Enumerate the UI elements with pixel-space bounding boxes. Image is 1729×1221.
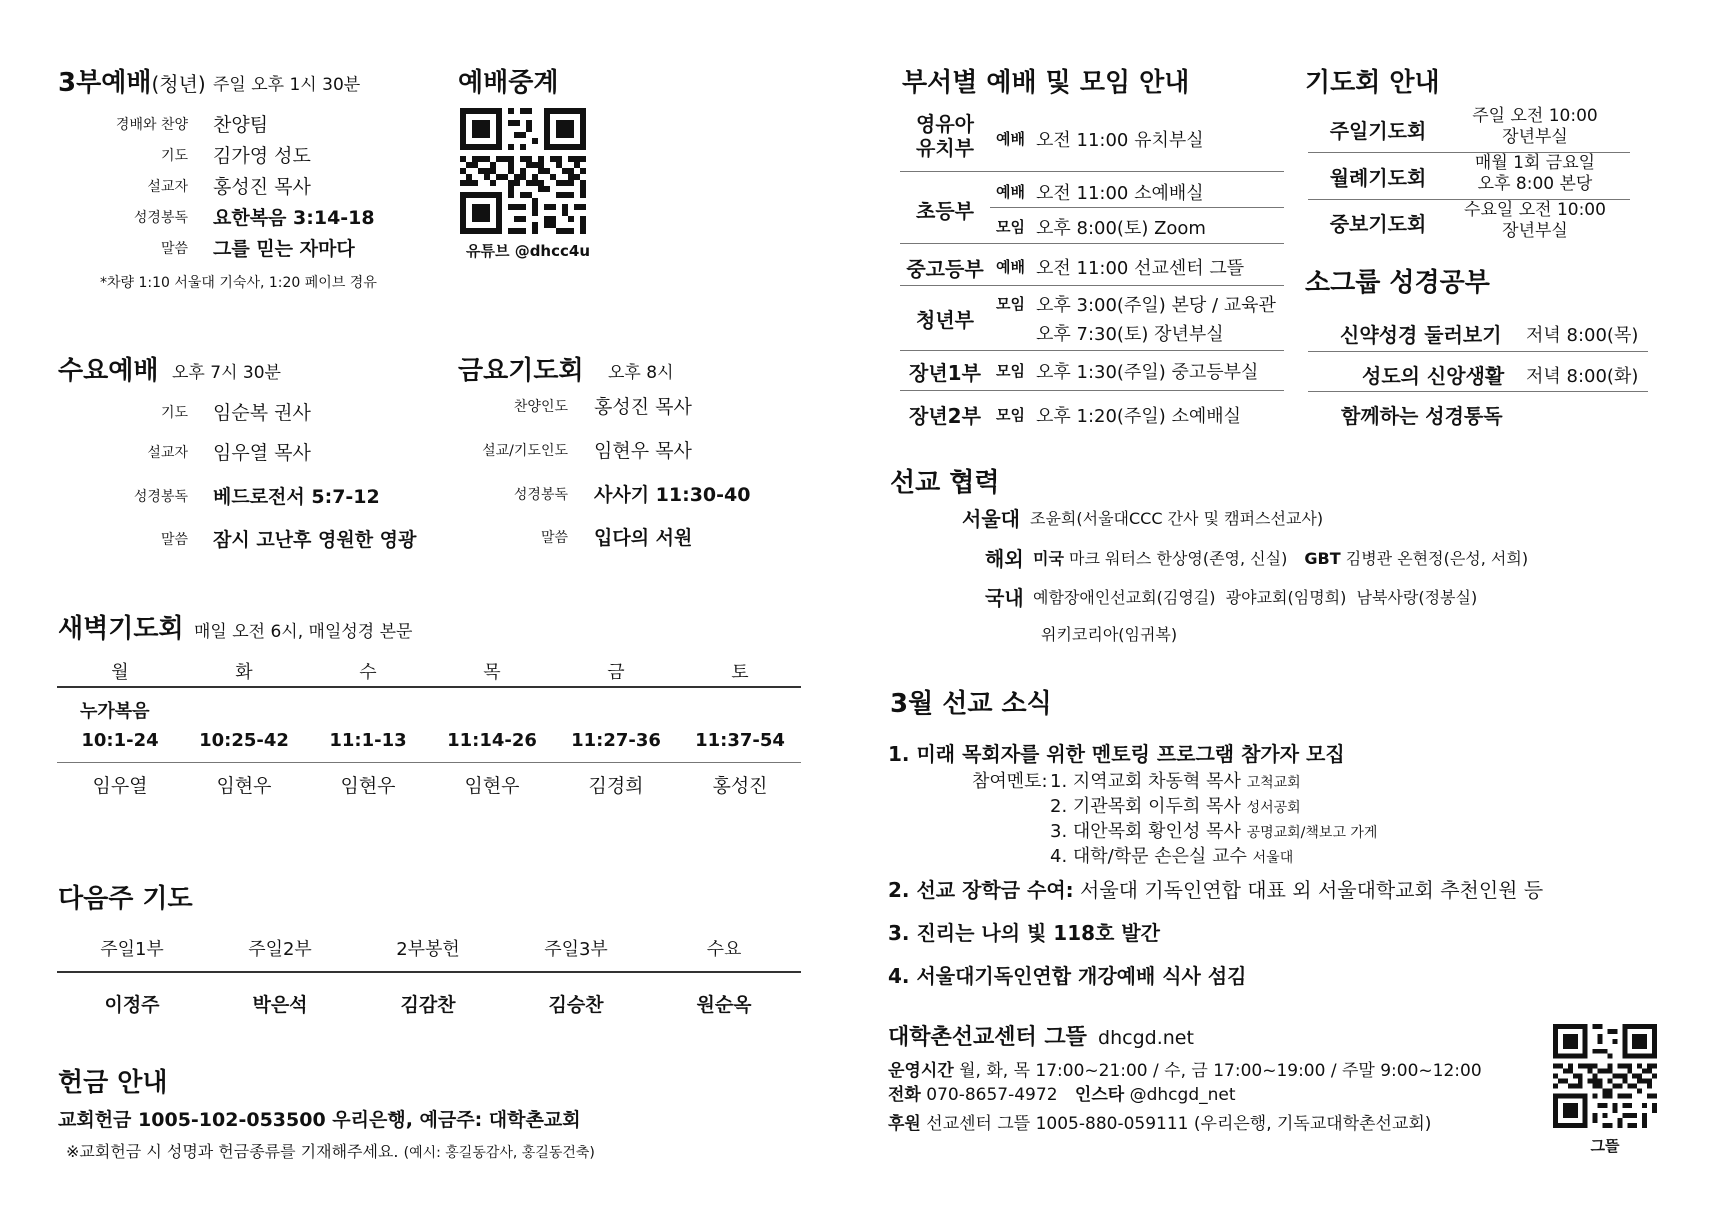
mission-overseas-label: 해외 bbox=[985, 547, 1024, 571]
next-prayer-header: 2부봉헌 bbox=[396, 939, 460, 960]
department-entry-text: 오후 1:30(주일) 중고등부실 bbox=[1036, 362, 1259, 383]
department-name-line: 영유아 bbox=[916, 112, 974, 136]
department-entry-type: 모임 bbox=[996, 218, 1025, 236]
friday-title: 금요기도회 bbox=[458, 356, 584, 386]
news-mentor-main: 2. 기관목회 이두희 목사 bbox=[1050, 796, 1241, 817]
center-title: 대학촌선교센터 그뜰 bbox=[888, 1025, 1087, 1050]
offering-note-text: ※교회헌금 시 성명과 헌금종류를 기재해주세요. bbox=[66, 1142, 399, 1161]
prayer-meeting-name: 월례기도회 bbox=[1329, 166, 1427, 190]
department-row-rule bbox=[900, 390, 1284, 391]
mission-domestic-text: 예함장애인선교회(김영길) 광야교회(임명희) 남북사랑(정봉실) bbox=[1033, 588, 1478, 607]
mission-title: 선교 협력 bbox=[890, 468, 1000, 498]
worship3-value-3: 홍성진 목사 bbox=[213, 176, 311, 198]
dawn-book: 누가복음 bbox=[80, 701, 150, 722]
mission-overseas bbox=[1033, 546, 1528, 569]
wednesday-label-1: 기도 bbox=[160, 405, 188, 421]
wednesday-value-1: 임순복 권사 bbox=[213, 402, 311, 424]
center-support bbox=[888, 1109, 1431, 1134]
worship3-value-4: 요한복음 3:14-18 bbox=[213, 207, 375, 229]
dawn-title: 새벽기도회 bbox=[58, 614, 184, 644]
wednesday-title: 수요예배 bbox=[58, 356, 159, 386]
prayer-meeting-line: 오후 8:00 본당 bbox=[1477, 174, 1593, 194]
mission-domestic-label: 국내 bbox=[985, 586, 1024, 610]
department-entry-text: 오전 11:00 소예배실 bbox=[1036, 183, 1204, 204]
department-entry-type: 예배 bbox=[996, 130, 1025, 148]
dawn-subtitle: 매일 오전 6시, 매일성경 본문 bbox=[194, 622, 413, 642]
center-phone-label: 전화 bbox=[888, 1085, 921, 1105]
worship3-title-suffix: (청년) bbox=[151, 72, 206, 96]
department-row-rule bbox=[900, 243, 1284, 244]
worship3-value-2: 김가영 성도 bbox=[213, 145, 311, 167]
broadcast-title: 예배중계 bbox=[458, 68, 559, 98]
broadcast-qr-code[interactable] bbox=[460, 108, 586, 234]
dawn-passage-rule bbox=[57, 762, 801, 763]
dawn-passage: 11:14-26 bbox=[447, 730, 537, 751]
worship3-title-text: 3부예배 bbox=[58, 68, 152, 98]
next-prayer-header: 주일2부 bbox=[248, 939, 312, 960]
small-group-name: 성도의 신앙생활 bbox=[1362, 364, 1505, 388]
prayer-meeting-line: 매월 1회 금요일 bbox=[1474, 153, 1596, 173]
news-item-3: 3. 진리는 나의 빛 118호 발간 bbox=[888, 921, 1160, 945]
worship3-label-1: 경배와 찬양 bbox=[115, 117, 188, 133]
department-name bbox=[900, 112, 990, 160]
dawn-passage: 11:27-36 bbox=[571, 730, 661, 751]
worship3-note: *차량 1:10 서울대 기숙사, 1:20 페이브 경유 bbox=[100, 275, 377, 291]
prayer-meeting-name: 주일기도회 bbox=[1329, 119, 1427, 143]
prayer-meeting-line: 장년부실 bbox=[1502, 127, 1568, 147]
small-group-time: 저녁 8:00(목) bbox=[1526, 325, 1639, 346]
dawn-day: 수 bbox=[359, 662, 377, 683]
news-item-1: 1. 미래 목회자를 위한 멘토링 프로그램 참가자 모집 bbox=[888, 742, 1345, 766]
department-name: 중고등부 bbox=[906, 257, 984, 281]
news-item-2-rest: 서울대 기독인연합 대표 외 서울대학교회 추천인원 등 bbox=[1080, 878, 1544, 902]
department-entry-text: 오후 1:20(주일) 소예배실 bbox=[1036, 406, 1242, 427]
wednesday-time: 오후 7시 30분 bbox=[172, 363, 281, 383]
friday-value-4: 입다의 서원 bbox=[594, 527, 693, 549]
center-qr-code[interactable] bbox=[1553, 1024, 1657, 1128]
department-row-rule bbox=[900, 350, 1284, 351]
news-mentor bbox=[1050, 817, 1377, 843]
next-prayer-name: 이정주 bbox=[104, 994, 160, 1016]
dawn-header-rule bbox=[57, 686, 801, 688]
news-mentor-main: 4. 대학/학문 손은실 교수 bbox=[1050, 846, 1247, 867]
friday-label-4: 말씀 bbox=[540, 530, 568, 546]
department-name: 초등부 bbox=[916, 199, 974, 223]
offering-title: 헌금 안내 bbox=[58, 1068, 168, 1098]
next-prayer-name: 김승찬 bbox=[548, 994, 604, 1016]
prayer-meeting-line: 장년부실 bbox=[1502, 221, 1568, 241]
next-prayer-title: 다음주 기도 bbox=[58, 884, 193, 914]
mission-domestic-text-2: 위키코리아(임귀복) bbox=[1041, 625, 1178, 644]
next-prayer-name: 김감찬 bbox=[400, 994, 456, 1016]
mission-overseas-text: 마크 워터스 한상영(존영, 신실) bbox=[1069, 549, 1288, 568]
center-phone: 070-8657-4972 bbox=[926, 1085, 1058, 1105]
department-entry-type: 모임 bbox=[996, 295, 1025, 313]
small-group-name: 함께하는 성경통독 bbox=[1341, 404, 1503, 428]
news-title: 3월 선교 소식 bbox=[890, 689, 1052, 719]
offering-account: 교회헌금 1005-102-053500 우리은행, 예금주: 대학촌교회 bbox=[58, 1109, 581, 1131]
offering-note-example: (예시: 홍길동감사, 홍길동건축) bbox=[403, 1145, 595, 1161]
dawn-leader: 임현우 bbox=[340, 775, 396, 797]
dawn-leader: 홍성진 bbox=[712, 775, 768, 797]
dawn-day: 월 bbox=[111, 662, 129, 683]
offering-note bbox=[66, 1139, 595, 1162]
worship3-title bbox=[58, 62, 206, 99]
small-group-time: 저녁 8:00(화) bbox=[1526, 366, 1639, 387]
center-hours-label: 운영시간 bbox=[888, 1061, 954, 1081]
next-prayer-header: 주일3부 bbox=[544, 939, 608, 960]
news-item-2 bbox=[888, 874, 1543, 903]
news-mentor-org: 공명교회/책보고 가게 bbox=[1246, 825, 1378, 841]
dawn-leader: 임현우 bbox=[216, 775, 272, 797]
department-name-line: 유치부 bbox=[916, 136, 974, 160]
small-group-rule bbox=[1308, 351, 1648, 352]
next-prayer-header: 수요 bbox=[706, 939, 742, 960]
dawn-day: 목 bbox=[483, 662, 501, 683]
departments-title: 부서별 예배 및 모임 안내 bbox=[902, 68, 1190, 98]
mission-overseas-gbt: GBT bbox=[1304, 549, 1341, 568]
prayer-meeting-name: 중보기도회 bbox=[1329, 212, 1427, 236]
news-mentor bbox=[1050, 792, 1301, 818]
friday-label-1: 찬양인도 bbox=[513, 399, 568, 415]
department-entry-type: 모임 bbox=[996, 406, 1025, 424]
friday-time: 오후 8시 bbox=[608, 363, 674, 383]
department-row-rule bbox=[900, 171, 1284, 172]
news-mentor-org: 서울대 bbox=[1252, 850, 1294, 866]
small-group-rule bbox=[1308, 391, 1648, 392]
news-mentor-org: 고척교회 bbox=[1246, 775, 1301, 791]
department-entry-text: 오전 11:00 유치부실 bbox=[1036, 130, 1204, 151]
department-entry-text: 오후 8:00(토) Zoom bbox=[1036, 218, 1206, 239]
wednesday-value-2: 임우열 목사 bbox=[213, 442, 311, 464]
wednesday-value-4: 잠시 고난후 영원한 영광 bbox=[213, 529, 417, 551]
next-prayer-rule bbox=[57, 971, 801, 973]
center-hours-text: 월, 화, 목 17:00~21:00 / 수, 금 17:00~19:00 / 주말 9:00~12:00 bbox=[959, 1061, 1482, 1081]
dawn-leader: 임우열 bbox=[92, 775, 148, 797]
news-mentor-main: 1. 지역교회 차동혁 목사 bbox=[1050, 771, 1241, 792]
next-prayer-name: 원순옥 bbox=[696, 994, 752, 1016]
center-insta-label: 인스타 bbox=[1074, 1085, 1125, 1105]
prayer-meeting-detail bbox=[1450, 153, 1620, 195]
dawn-passage: 10:25-42 bbox=[199, 730, 289, 751]
mission-overseas-gbt-text: 김병관 온현정(은성, 서희) bbox=[1345, 549, 1529, 568]
news-mentor-main: 3. 대안목회 황인성 목사 bbox=[1050, 821, 1241, 842]
department-name: 장년1부 bbox=[909, 361, 981, 385]
mission-snu-text: 조윤희(서울대CCC 간사 및 캠퍼스선교사) bbox=[1030, 509, 1324, 528]
center-qr-caption: 그뜰 bbox=[1590, 1137, 1620, 1155]
friday-value-1: 홍성진 목사 bbox=[594, 396, 692, 418]
small-group-title: 소그룹 성경공부 bbox=[1305, 268, 1490, 298]
prayer-meeting-detail bbox=[1450, 106, 1620, 148]
department-entry-type: 예배 bbox=[996, 258, 1025, 276]
worship3-label-2: 기도 bbox=[160, 148, 188, 164]
prayer-meetings-title: 기도회 안내 bbox=[1305, 68, 1440, 98]
worship3-time: 주일 오후 1시 30분 bbox=[213, 75, 361, 95]
worship3-label-4: 성경봉독 bbox=[133, 210, 188, 226]
prayer-meeting-detail bbox=[1450, 200, 1620, 242]
department-entry-text: 오전 11:00 선교센터 그뜰 bbox=[1036, 258, 1245, 279]
broadcast-caption: 유튜브 @dhcc4u bbox=[466, 242, 591, 260]
center-contact bbox=[888, 1080, 1236, 1105]
worship3-label-3: 설교자 bbox=[147, 179, 188, 195]
department-entry-text: 오후 7:30(토) 장년부실 bbox=[1036, 324, 1224, 345]
news-mentor bbox=[1050, 767, 1301, 793]
news-mentor bbox=[1050, 842, 1293, 868]
department-entry-text: 오후 3:00(주일) 본당 / 교육관 bbox=[1036, 295, 1276, 316]
center-hours bbox=[888, 1056, 1482, 1081]
prayer-meeting-line: 주일 오전 10:00 bbox=[1472, 106, 1598, 126]
department-name: 청년부 bbox=[916, 308, 974, 332]
wednesday-label-2: 설교자 bbox=[147, 445, 188, 461]
dawn-passage: 11:37-54 bbox=[695, 730, 785, 751]
department-name: 장년2부 bbox=[909, 404, 981, 428]
worship3-label-5: 말씀 bbox=[160, 241, 188, 257]
center-site-link[interactable]: dhcgd.net bbox=[1098, 1027, 1194, 1049]
news-item-2-bold: 2. 선교 장학금 수여: bbox=[888, 878, 1074, 902]
next-prayer-name: 박은석 bbox=[252, 994, 308, 1016]
department-entry-type: 예배 bbox=[996, 183, 1025, 201]
prayer-meeting-line: 수요일 오전 10:00 bbox=[1464, 200, 1606, 220]
news-mentor-label: 참여멘토: bbox=[972, 771, 1048, 792]
mission-snu-label: 서울대 bbox=[962, 507, 1020, 531]
center-insta[interactable]: @dhcgd_net bbox=[1129, 1085, 1236, 1105]
dawn-passage: 10:1-24 bbox=[81, 730, 159, 751]
news-mentor-org: 성서공회 bbox=[1246, 800, 1301, 816]
dawn-day: 금 bbox=[607, 662, 625, 683]
small-group-name: 신약성경 둘러보기 bbox=[1340, 323, 1502, 347]
dawn-day: 화 bbox=[235, 662, 253, 683]
mission-overseas-country: 미국 bbox=[1033, 549, 1064, 568]
next-prayer-header: 주일1부 bbox=[100, 939, 164, 960]
news-item-4: 4. 서울대기독인연합 개강예배 식사 섬김 bbox=[888, 964, 1247, 988]
wednesday-label-3: 성경봉독 bbox=[133, 489, 188, 505]
dawn-passage: 11:1-13 bbox=[329, 730, 407, 751]
center-title-row bbox=[888, 1020, 1194, 1051]
center-support-text: 선교센터 그뜰 1005-880-059111 (우리은행, 기독교대학촌선교회) bbox=[926, 1114, 1432, 1134]
friday-label-3: 성경봉독 bbox=[513, 487, 568, 503]
worship3-value-5: 그를 믿는 자마다 bbox=[213, 238, 355, 260]
friday-value-2: 임현우 목사 bbox=[594, 440, 692, 462]
friday-label-2: 설교/기도인도 bbox=[482, 443, 568, 459]
wednesday-label-4: 말씀 bbox=[160, 532, 188, 548]
department-entry-type: 모임 bbox=[996, 362, 1025, 380]
friday-value-3: 사사기 11:30-40 bbox=[594, 484, 751, 506]
wednesday-value-3: 베드로전서 5:7-12 bbox=[213, 486, 380, 508]
dawn-leader: 김경희 bbox=[588, 775, 644, 797]
center-support-label: 후원 bbox=[888, 1114, 921, 1134]
department-row-rule bbox=[900, 285, 1284, 286]
worship3-value-1: 찬양팀 bbox=[213, 114, 269, 136]
dawn-leader: 임현우 bbox=[464, 775, 520, 797]
dawn-day: 토 bbox=[731, 662, 749, 683]
department-subrow-rule bbox=[990, 207, 1284, 208]
